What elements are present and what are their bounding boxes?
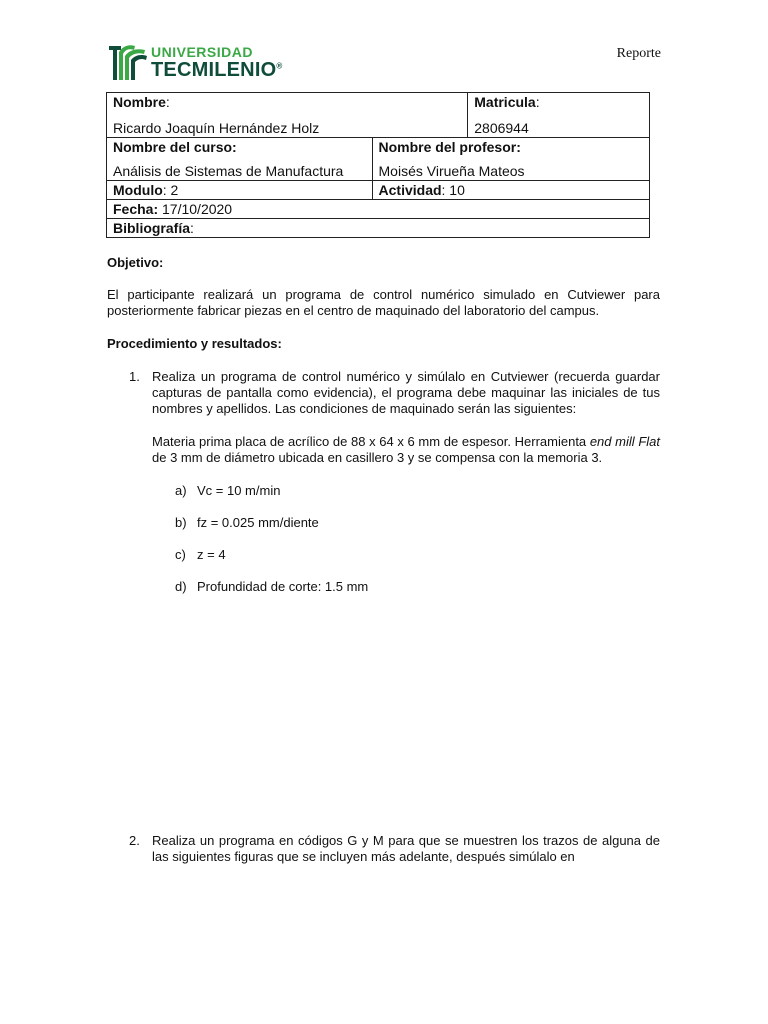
list-item xyxy=(107,547,660,563)
materia-text-a: Materia prima placa de acrílico de 88 x 64 x 6 mm de espesor. Herramienta xyxy=(152,434,590,449)
table-row xyxy=(107,200,650,219)
profesor-cell xyxy=(372,138,649,181)
condition-text: fz = 0.025 mm/diente xyxy=(197,515,319,530)
bibliografia-cell xyxy=(107,219,650,238)
condition-text: Vc = 10 m/min xyxy=(197,483,281,498)
actividad-value: : 10 xyxy=(441,182,465,198)
list-item xyxy=(107,579,660,595)
nombre-cell xyxy=(107,93,468,138)
condition-text: z = 4 xyxy=(197,547,226,562)
materia-text-em: end mill Flat xyxy=(589,434,660,449)
student-info-table xyxy=(106,92,650,238)
modulo-label: Modulo xyxy=(113,182,163,198)
matricula-cell xyxy=(468,93,650,138)
tecmilenio-logo-icon xyxy=(107,42,149,82)
table-row xyxy=(107,138,650,181)
condition-letter: a) xyxy=(175,483,187,498)
item1-number: 1. xyxy=(129,369,140,384)
actividad-label: Actividad xyxy=(378,182,442,198)
list-item xyxy=(107,483,660,499)
matricula-separator: : xyxy=(535,94,540,110)
curso-value: Análisis de Sistemas de Manufactura xyxy=(113,163,344,179)
table-row xyxy=(107,93,650,138)
document-body xyxy=(107,255,660,865)
curso-cell xyxy=(107,138,373,181)
objetivo-heading: Objetivo: xyxy=(107,255,164,270)
nombre-value: Ricardo Joaquín Hernández Holz xyxy=(113,120,320,136)
modulo-value: : 2 xyxy=(162,182,179,198)
list-item xyxy=(107,833,660,865)
fecha-cell xyxy=(107,200,650,219)
procedimiento-heading: Procedimiento y resultados: xyxy=(107,336,282,351)
report-label: Reporte xyxy=(616,46,661,61)
list-item xyxy=(107,369,660,417)
condition-letter: c) xyxy=(175,547,186,562)
modulo-cell xyxy=(107,181,373,200)
actividad-cell xyxy=(372,181,649,200)
table-row xyxy=(107,181,650,200)
materia-text-b: de 3 mm de diámetro ubicada en casillero 3 y se compensa con la memoria 3. xyxy=(152,450,603,465)
item2-number: 2. xyxy=(129,833,140,848)
condition-text: Profundidad de corte: 1.5 mm xyxy=(197,579,369,594)
university-logo xyxy=(107,42,297,86)
item2-text: Realiza un programa en códigos G y M para que se muestren los trazos de alguna de las siguientes figuras que se incluyen más adelante, después simúlalo en xyxy=(152,833,660,864)
bibliografia-label: Bibliografía xyxy=(113,220,191,236)
bibliografia-value: : xyxy=(190,220,194,236)
table-row xyxy=(107,219,650,238)
nombre-label: Nombre xyxy=(113,94,166,110)
item1-text: Realiza un programa de control numérico y simúlalo en Cutviewer (recuerda guardar capturas de pantalla como evidencia), el programa debe maquinar las iniciales de tus nombres y apellidos. Las condiciones de maquinado serán las siguientes: xyxy=(152,369,660,416)
logo-text-universidad: UNIVERSIDAD xyxy=(151,44,253,60)
materia-text xyxy=(107,434,660,466)
logo-registered-mark: ® xyxy=(276,61,283,71)
condition-letter: d) xyxy=(175,579,187,594)
fecha-label: Fecha: xyxy=(113,201,159,217)
profesor-value: Moisés Virueña Mateos xyxy=(378,163,525,179)
condition-letter: b) xyxy=(175,515,187,530)
profesor-label: Nombre del profesor: xyxy=(378,139,521,155)
matricula-value: 2806944 xyxy=(474,120,529,136)
curso-label: Nombre del curso: xyxy=(113,139,237,155)
matricula-label: Matricula xyxy=(474,94,536,110)
nombre-separator: : xyxy=(165,94,170,110)
objetivo-text: El participante realizará un programa de control numérico simulado en Cutviewer para posteriormente fabricar piezas en el centro de maquinado del laboratorio del campus. xyxy=(107,287,660,318)
fecha-value: 17/10/2020 xyxy=(158,201,233,217)
logo-text-tecmilenio: TECMILENIO® xyxy=(151,59,283,81)
list-item xyxy=(107,515,660,531)
